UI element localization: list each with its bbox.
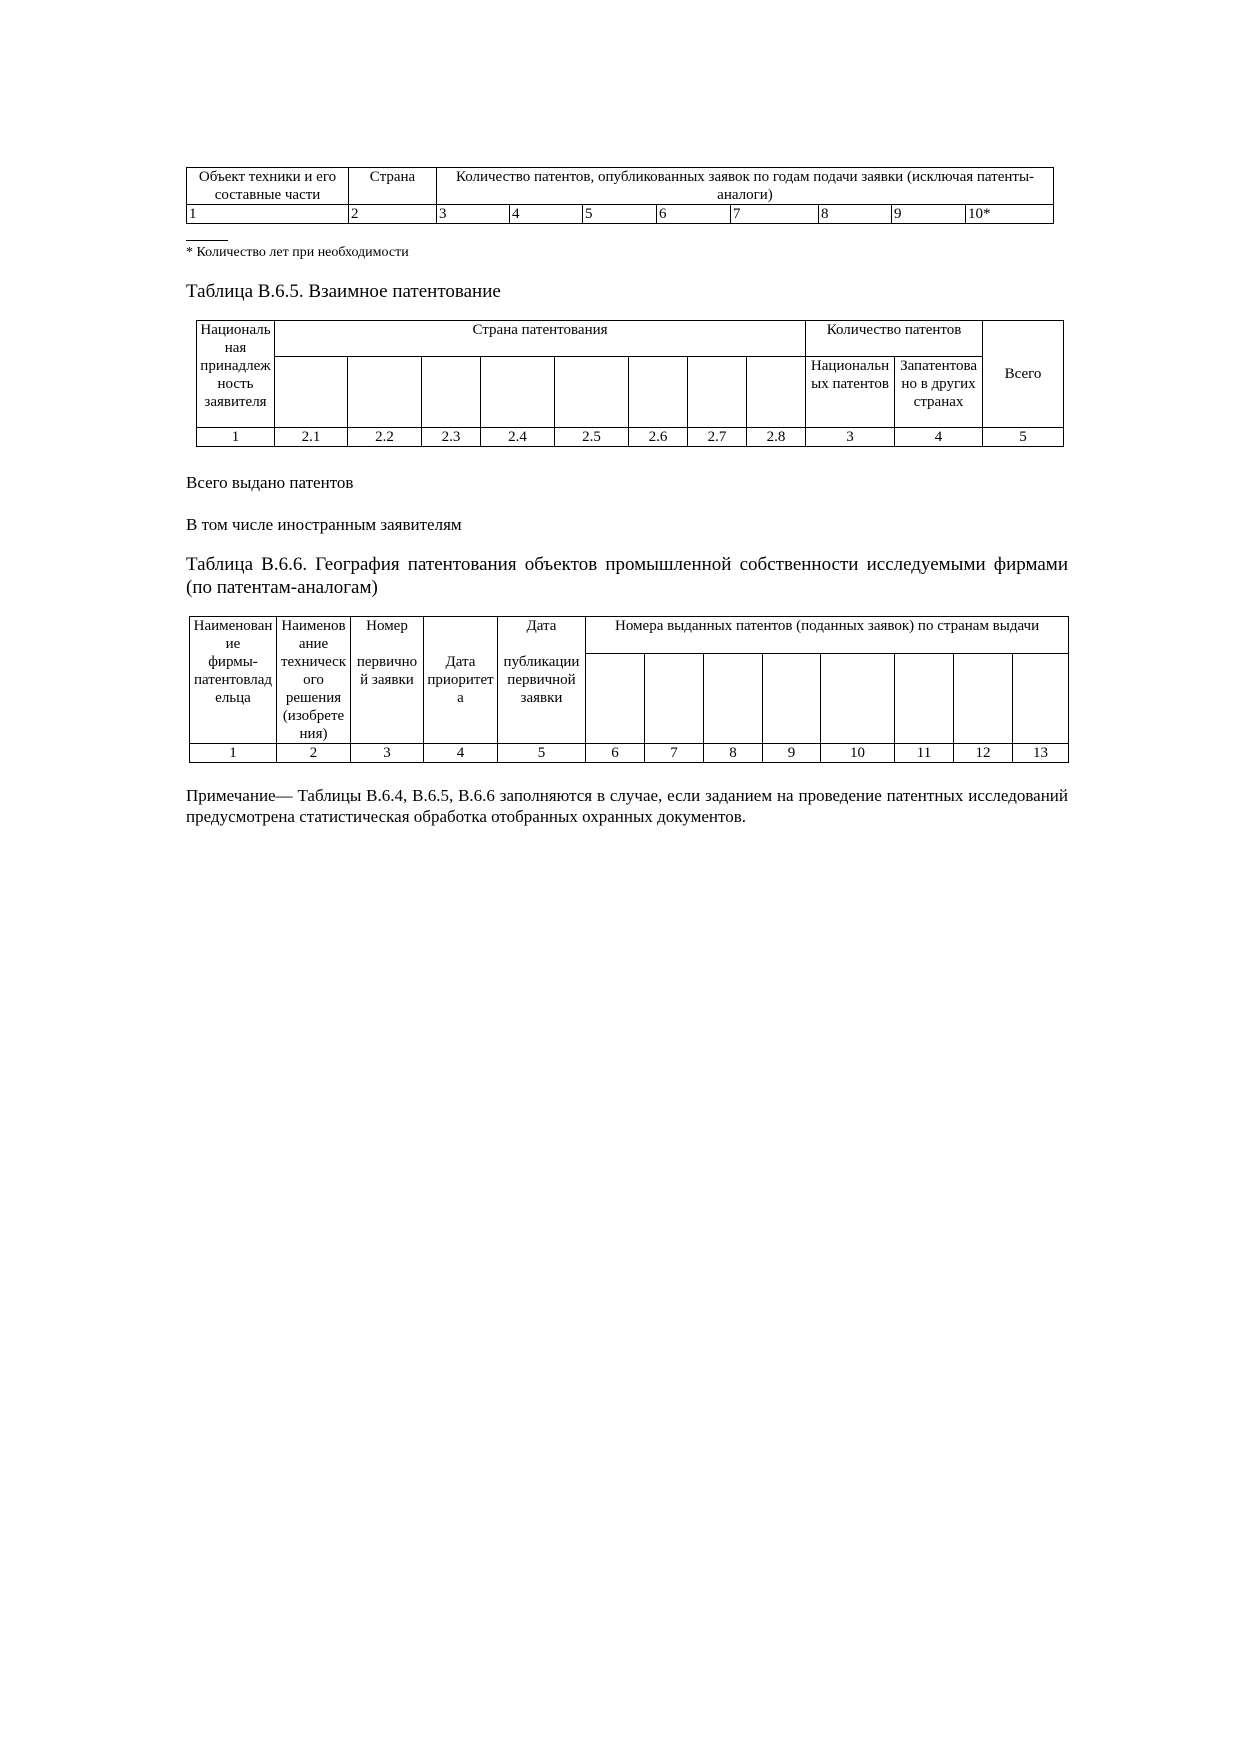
column-number: 12 xyxy=(954,744,1013,763)
text-foreign-applicants: В том числе иностранным заявителям xyxy=(186,515,462,534)
country-cell xyxy=(704,653,763,743)
header-pub-date-top: Дата xyxy=(526,618,557,634)
column-number: 2 xyxy=(349,205,437,224)
header-application-number xyxy=(351,617,424,744)
header-total: Всего xyxy=(983,321,1064,428)
column-number: 5 xyxy=(983,428,1064,447)
footnote-rule xyxy=(186,240,228,241)
table-b65 xyxy=(196,320,1064,447)
country-cell xyxy=(763,653,821,743)
column-number: 2.8 xyxy=(747,428,806,447)
country-cell xyxy=(954,653,1013,743)
column-number: 2.2 xyxy=(348,428,422,447)
column-number: 6 xyxy=(586,744,645,763)
column-number: 9 xyxy=(763,744,821,763)
table-b65-title: Таблица В.6.5. Взаимное патентование xyxy=(186,281,501,302)
country-cell xyxy=(645,653,704,743)
column-number: 8 xyxy=(704,744,763,763)
header-patent-country: Страна патентования xyxy=(275,321,806,357)
column-number: 2.1 xyxy=(275,428,348,447)
column-number: 4 xyxy=(424,744,498,763)
country-cell xyxy=(555,357,629,428)
column-number: 8 xyxy=(819,205,892,224)
header-national: Национальных патентов xyxy=(806,357,895,428)
country-cell xyxy=(348,357,422,428)
country-cell xyxy=(629,357,688,428)
header-firm-name-bottom: фирмы-патентовладельца xyxy=(193,654,273,706)
country-cell xyxy=(481,357,555,428)
column-number: 7 xyxy=(645,744,704,763)
header-number-bottom: первичной заявки xyxy=(356,654,418,688)
country-cell xyxy=(586,653,645,743)
header-number-top: Номер xyxy=(366,618,408,634)
column-number: 2.5 xyxy=(555,428,629,447)
column-number: 2 xyxy=(277,744,351,763)
column-number: 10* xyxy=(966,205,1054,224)
header-solution-name: Наименование технического решения (изобретения) xyxy=(277,617,351,744)
header-issued-numbers: Номера выданных патентов (поданных заявок) по странам выдачи xyxy=(586,617,1069,654)
header-object: Объект техники и его составные части xyxy=(187,168,349,205)
table-b66-title: Таблица В.6.6. География патентования объектов промышленной собственности исследуемыми фирмами (по патентам-аналогам) xyxy=(186,554,1068,598)
header-priority-date xyxy=(424,617,498,744)
column-number: 3 xyxy=(351,744,424,763)
table-b64 xyxy=(186,167,1054,224)
column-number: 2.4 xyxy=(481,428,555,447)
country-cell xyxy=(275,357,348,428)
header-nationality: Национальная принадлежность заявителя xyxy=(197,321,275,428)
note: Примечание— Таблицы В.6.4, В.6.5, В.6.6 заполняются в случае, если заданием на проведение патентных исследований предусмотрена статистическая обработка отобранных охранных документов. xyxy=(186,786,1068,826)
column-number: 4 xyxy=(895,428,983,447)
country-cell xyxy=(895,653,954,743)
table-b66 xyxy=(189,616,1069,763)
footnote: * Количество лет при необходимости xyxy=(186,245,409,260)
header-patent-count: Количество патентов xyxy=(806,321,983,357)
header-publication-date xyxy=(498,617,586,744)
column-number: 3 xyxy=(437,205,510,224)
header-priority-date-text: Дата приоритета xyxy=(427,654,494,706)
column-number: 11 xyxy=(895,744,954,763)
spacer xyxy=(426,617,495,653)
column-number: 9 xyxy=(892,205,966,224)
column-number: 10 xyxy=(821,744,895,763)
column-number: 1 xyxy=(190,744,277,763)
column-number: 1 xyxy=(197,428,275,447)
header-pub-date-bottom: публикации первичной заявки xyxy=(503,654,580,706)
country-cell xyxy=(422,357,481,428)
column-number: 2.6 xyxy=(629,428,688,447)
text-total-issued: Всего выдано патентов xyxy=(186,473,354,492)
header-quantity: Количество патентов, опубликованных заявок по годам подачи заявки (исключая патенты-аналоги) xyxy=(437,168,1054,205)
country-cell xyxy=(1013,653,1069,743)
column-number: 13 xyxy=(1013,744,1069,763)
column-number: 2.7 xyxy=(688,428,747,447)
column-number: 7 xyxy=(731,205,819,224)
column-number: 3 xyxy=(806,428,895,447)
column-number: 1 xyxy=(187,205,349,224)
header-firm-name-top: Наименование xyxy=(193,618,273,652)
header-foreign: Запатентовано в других странах xyxy=(895,357,983,428)
column-number: 6 xyxy=(657,205,731,224)
column-number: 4 xyxy=(510,205,583,224)
column-number: 5 xyxy=(498,744,586,763)
column-number: 2.3 xyxy=(422,428,481,447)
country-cell xyxy=(688,357,747,428)
country-cell xyxy=(821,653,895,743)
header-country: Страна xyxy=(349,168,437,205)
column-number: 5 xyxy=(583,205,657,224)
header-firm-name xyxy=(190,617,277,744)
country-cell xyxy=(747,357,806,428)
